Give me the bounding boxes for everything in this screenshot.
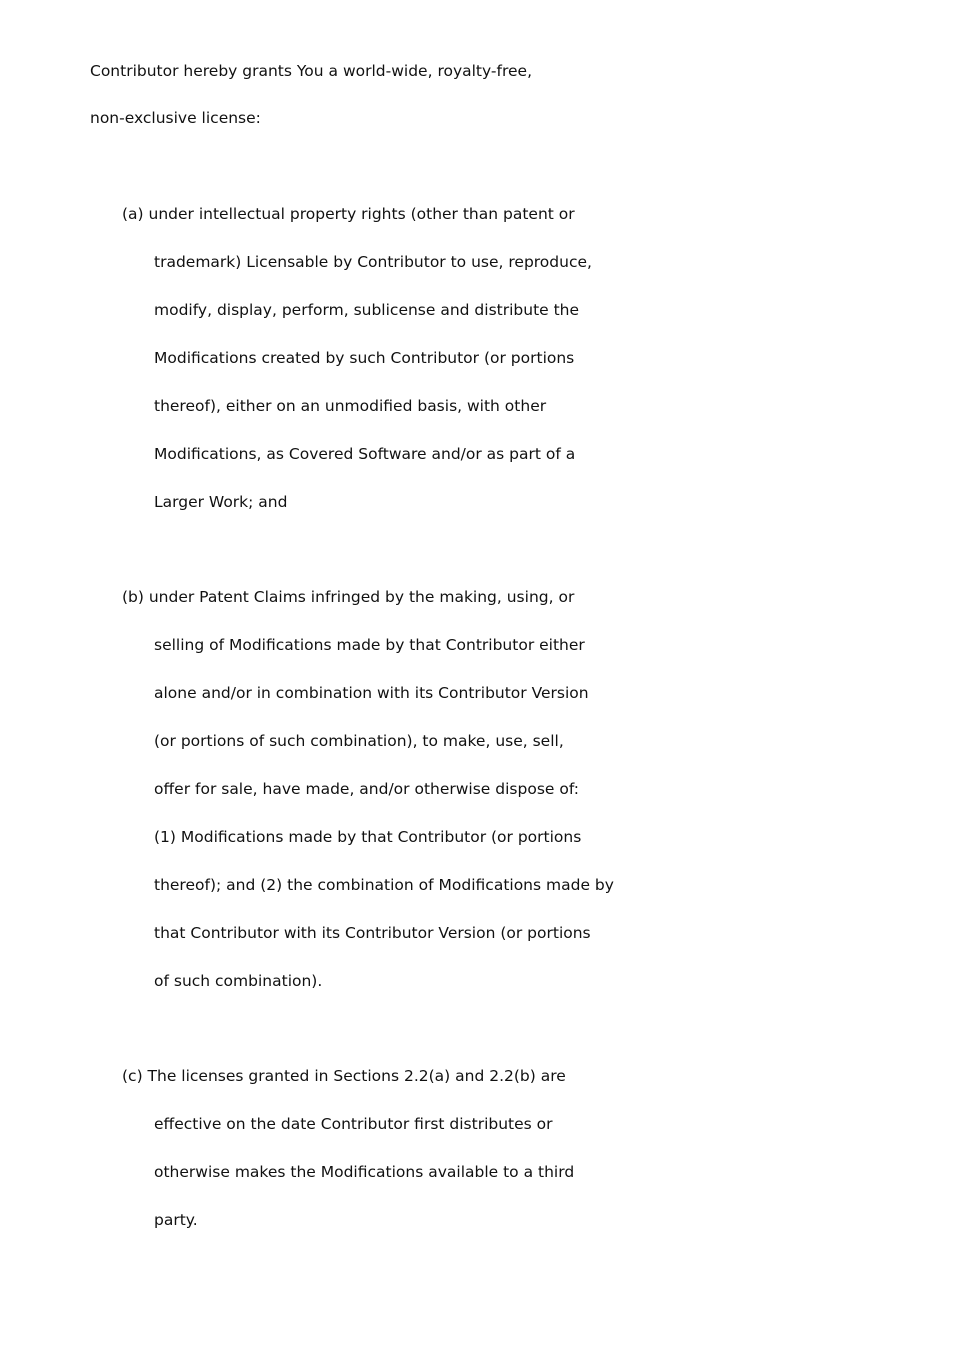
text-line: Modifications, as Covered Software and/or as part of a	[154, 445, 576, 463]
text-line: offer for sale, have made, and/or otherwise dispose of:	[154, 780, 579, 798]
text-line: selling of Modifications made by that Contributor either	[154, 636, 585, 654]
text-line: that Contributor with its Contributor Version (or portions	[154, 924, 591, 942]
text-line: trademark) Licensable by Contributor to use, reproduce,	[154, 253, 592, 271]
text-line: thereof), either on an unmodified basis, with other	[154, 397, 547, 415]
text-line: effective on the date Contributor first distributes or	[154, 1115, 553, 1133]
text-line: non-exclusive license:	[90, 109, 261, 127]
text-line: alone and/or in combination with its Contributor Version	[154, 684, 589, 702]
text-line: thereof); and (2) the combination of Modifications made by	[154, 876, 614, 894]
text-line: modify, display, perform, sublicense and distribute the	[154, 301, 580, 319]
text-line: (or portions of such combination), to make, use, sell,	[154, 732, 564, 750]
text-line: Larger Work; and	[154, 493, 288, 511]
text-line: party.	[154, 1211, 198, 1229]
clause-a-first-line: (a) under intellectual property rights (other than patent or	[122, 205, 575, 223]
text-line: (1) Modifications made by that Contributor (or portions	[154, 828, 582, 846]
text-line: otherwise makes the Modifications available to a third	[154, 1163, 575, 1181]
clause-b-first-line: (b) under Patent Claims infringed by the making, using, or	[122, 588, 575, 606]
text-line: Contributor hereby grants You a world-wide, royalty-free,	[90, 62, 532, 80]
text-line: of such combination).	[154, 972, 323, 990]
clause-c-first-line: (c) The licenses granted in Sections 2.2(a) and 2.2(b) are	[122, 1067, 566, 1085]
text-line: Modifications created by such Contributor (or portions	[154, 349, 575, 367]
